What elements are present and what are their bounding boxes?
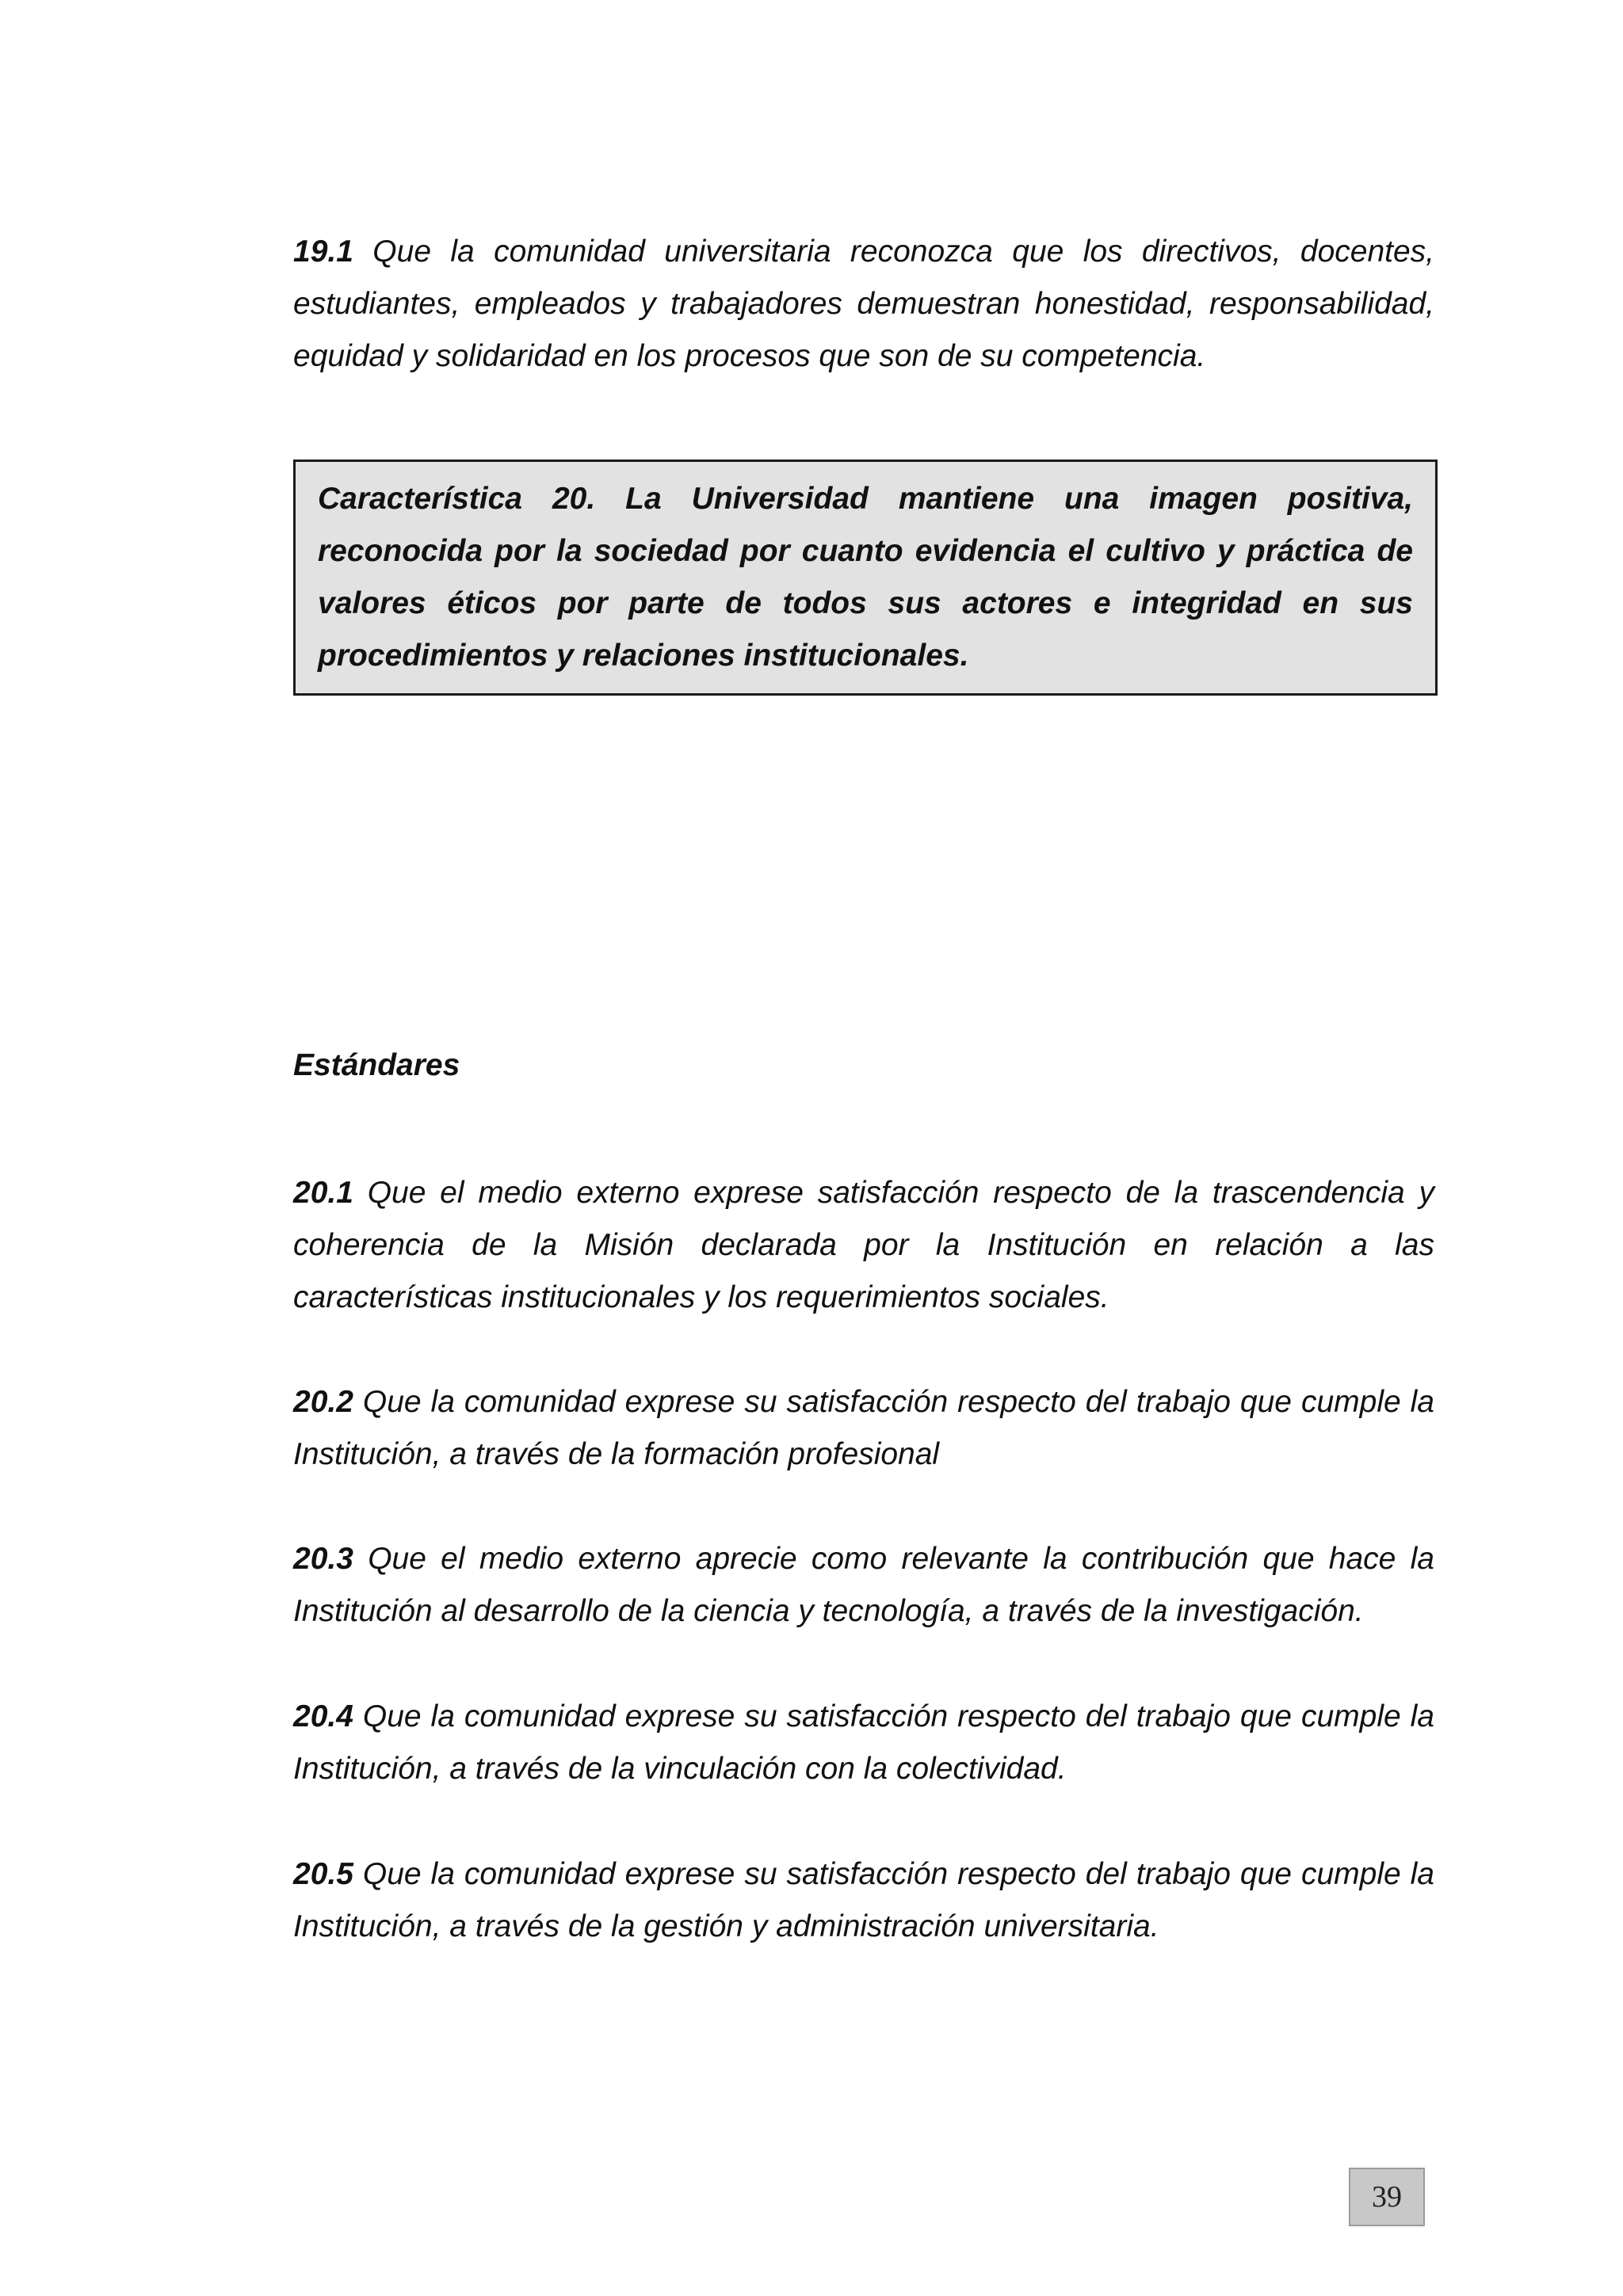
standard-number: 20.2 [293,1385,353,1419]
standard-20-1 [293,1167,1434,1324]
standard-number: 20.4 [293,1699,353,1733]
standard-20-5 [293,1848,1434,1953]
standard-text: Que el medio externo exprese satisfacción respecto de la trascendencia y coherencia de la Misión declarada por la Institución en relación a las características institucionales y los requerimientos sociales. [293,1176,1434,1314]
characteristic-text: Característica 20. La Universidad mantiene una imagen positiva, reconocida por la sociedad por cuanto evidencia el cultivo y práctica de valores éticos por parte de todos sus actores e integridad en sus procedimientos y relaciones institucionales. [318,482,1413,673]
characteristic-box [293,460,1438,696]
standards-heading: Estándares [293,1048,460,1082]
standard-number: 20.5 [293,1857,353,1891]
standard-20-2 [293,1376,1434,1481]
standard-text: Que la comunidad universitaria reconozca que los directivos, docentes, estudiantes, empleados y trabajadores demuestran honestidad, responsabilidad, equidad y solidaridad en los procesos que son de su competencia. [293,235,1434,373]
standard-20-3 [293,1533,1434,1638]
standard-text: Que el medio externo aprecie como relevante la contribución que hace la Institución al desarrollo de la ciencia y tecnología, a través de la investigación. [293,1542,1434,1628]
standard-number: 19.1 [293,235,353,269]
standard-number: 20.1 [293,1176,353,1210]
standard-text: Que la comunidad exprese su satisfacción respecto del trabajo que cumple la Institución, a través de la formación profesional [293,1385,1434,1471]
page-number: 39 [1349,2168,1425,2226]
standard-text: Que la comunidad exprese su satisfacción respecto del trabajo que cumple la Institución, a través de la gestión y administración universitaria. [293,1857,1434,1943]
standard-19-1 [293,226,1434,383]
standard-text: Que la comunidad exprese su satisfacción respecto del trabajo que cumple la Institución, a través de la vinculación con la colectividad. [293,1699,1434,1786]
standard-20-4 [293,1691,1434,1795]
standard-number: 20.3 [293,1542,353,1576]
